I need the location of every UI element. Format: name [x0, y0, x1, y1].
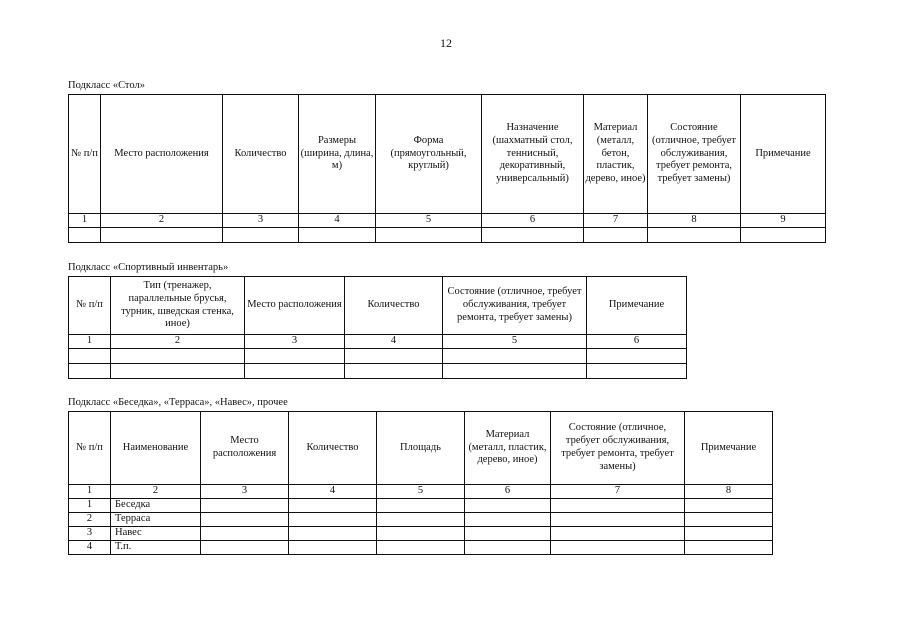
column-number: 2 — [111, 335, 245, 349]
table-row — [69, 498, 773, 512]
row-number: 3 — [69, 526, 111, 540]
section-title-table: Подкласс «Стол» — [68, 80, 145, 91]
column-number: 2 — [111, 485, 201, 499]
header-row — [69, 277, 687, 335]
header-cell: Состояние (отличное, требует обслуживания, требует ремонта, требует замены) — [551, 412, 685, 485]
table-cell — [201, 526, 289, 540]
table-cell — [551, 512, 685, 526]
column-number-row — [69, 335, 687, 349]
table-cell — [345, 363, 443, 378]
header-cell: Примечание — [587, 277, 687, 335]
column-number: 2 — [101, 214, 223, 228]
header-cell: Количество — [289, 412, 377, 485]
table-cell — [289, 540, 377, 554]
table-cell — [551, 540, 685, 554]
table-cell — [69, 348, 111, 363]
item-name: Т.п. — [111, 540, 201, 554]
sports-equipment-table — [68, 276, 687, 379]
header-cell: Площадь — [377, 412, 465, 485]
header-cell: Состояние (отличное, требует обслуживания, требует ремонта, требует замены) — [648, 95, 741, 214]
row-number: 1 — [69, 498, 111, 512]
table-row — [69, 363, 687, 378]
table-cell — [223, 228, 299, 243]
table-cell — [111, 363, 245, 378]
header-cell: Примечание — [685, 412, 773, 485]
header-row — [69, 412, 773, 485]
column-number: 3 — [201, 485, 289, 499]
column-number: 3 — [245, 335, 345, 349]
table-row — [69, 512, 773, 526]
table-cell — [465, 526, 551, 540]
column-number: 3 — [223, 214, 299, 228]
table-cell — [245, 363, 345, 378]
header-cell: № п/п — [69, 95, 101, 214]
table-cell — [289, 526, 377, 540]
item-name: Терраса — [111, 512, 201, 526]
column-number: 7 — [551, 485, 685, 499]
column-number: 8 — [648, 214, 741, 228]
table-cell — [201, 512, 289, 526]
table-cell — [245, 348, 345, 363]
table-cell — [289, 512, 377, 526]
header-cell: Назначение (шахматный стол, теннисный, декоративный, универсальный) — [482, 95, 584, 214]
table-cell — [377, 540, 465, 554]
column-number: 6 — [465, 485, 551, 499]
table-cell — [465, 512, 551, 526]
gazebo-terrace-canopy-table — [68, 411, 773, 555]
header-cell: Примечание — [741, 95, 826, 214]
table-cell — [69, 363, 111, 378]
column-number: 1 — [69, 335, 111, 349]
header-cell: Место расположения — [201, 412, 289, 485]
header-cell: Форма (прямоугольный, круглый) — [376, 95, 482, 214]
table-cell — [299, 228, 376, 243]
column-number: 4 — [289, 485, 377, 499]
section-title-gazebo-terrace-canopy: Подкласс «Беседка», «Терраса», «Навес», прочее — [68, 397, 288, 408]
table-cell — [685, 512, 773, 526]
header-cell: Материал (металл, пластик, дерево, иное) — [465, 412, 551, 485]
column-number: 5 — [443, 335, 587, 349]
column-number: 7 — [584, 214, 648, 228]
header-row — [69, 95, 826, 214]
column-number: 5 — [377, 485, 465, 499]
table-cell — [443, 348, 587, 363]
table-cell — [69, 228, 101, 243]
row-number: 2 — [69, 512, 111, 526]
table-cell — [376, 228, 482, 243]
table-cell — [584, 228, 648, 243]
header-cell: Количество — [223, 95, 299, 214]
table-cell — [685, 526, 773, 540]
column-number-row — [69, 214, 826, 228]
table-row — [69, 348, 687, 363]
column-number: 9 — [741, 214, 826, 228]
header-cell: Место расположения — [245, 277, 345, 335]
section-title-sports-equipment: Подкласс «Спортивный инвентарь» — [68, 262, 229, 273]
header-cell: Наименование — [111, 412, 201, 485]
column-number: 6 — [587, 335, 687, 349]
column-number: 8 — [685, 485, 773, 499]
item-name: Навес — [111, 526, 201, 540]
item-name: Беседка — [111, 498, 201, 512]
column-number: 5 — [376, 214, 482, 228]
header-cell: Тип (тренажер, параллельные брусья, турник, шведская стенка, иное) — [111, 277, 245, 335]
column-number-row — [69, 485, 773, 499]
table-cell — [685, 540, 773, 554]
header-cell: Количество — [345, 277, 443, 335]
table-cell — [587, 363, 687, 378]
table-cell — [201, 498, 289, 512]
table-cell — [289, 498, 377, 512]
table-table — [68, 94, 826, 243]
row-number: 4 — [69, 540, 111, 554]
table-cell — [377, 512, 465, 526]
column-number: 4 — [299, 214, 376, 228]
table-cell — [377, 498, 465, 512]
table-cell — [345, 348, 443, 363]
table-cell — [465, 498, 551, 512]
column-number: 6 — [482, 214, 584, 228]
table-cell — [101, 228, 223, 243]
header-cell: Место расположения — [101, 95, 223, 214]
header-cell: № п/п — [69, 412, 111, 485]
header-cell: Размеры (ширина, длина, м) — [299, 95, 376, 214]
table-cell — [465, 540, 551, 554]
table-cell — [551, 526, 685, 540]
table-row — [69, 540, 773, 554]
header-cell: Материал (металл, бетон, пластик, дерево, иное) — [584, 95, 648, 214]
table-cell — [741, 228, 826, 243]
column-number: 1 — [69, 214, 101, 228]
header-cell: Состояние (отличное, требует обслуживания, требует ремонта, требует замены) — [443, 277, 587, 335]
table-cell — [482, 228, 584, 243]
table-cell — [377, 526, 465, 540]
table-cell — [551, 498, 685, 512]
page-number: 12 — [440, 36, 452, 50]
column-number: 4 — [345, 335, 443, 349]
table-row — [69, 228, 826, 243]
table-cell — [587, 348, 687, 363]
table-cell — [443, 363, 587, 378]
table-row — [69, 526, 773, 540]
column-number: 1 — [69, 485, 111, 499]
table-cell — [685, 498, 773, 512]
header-cell: № п/п — [69, 277, 111, 335]
table-cell — [648, 228, 741, 243]
table-cell — [111, 348, 245, 363]
table-cell — [201, 540, 289, 554]
